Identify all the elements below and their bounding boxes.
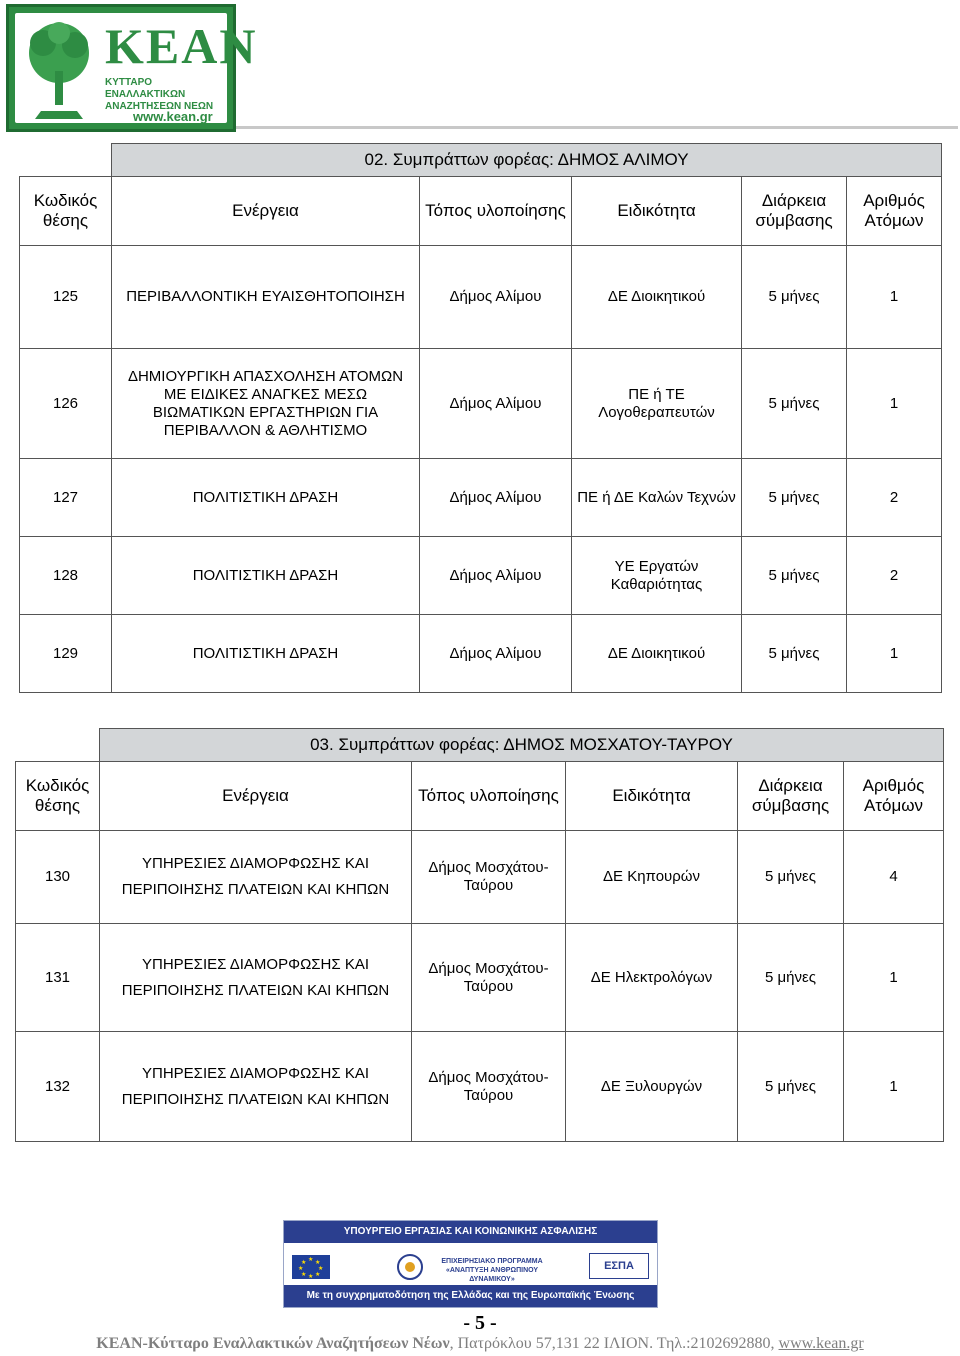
header-specialty: Ειδικότητα xyxy=(566,762,738,831)
cell-duration: 5 μήνες xyxy=(742,349,847,459)
table-row xyxy=(20,537,942,615)
cell-action: ΠΕΡΙΒΑΛΛΟΝΤΙΚΗ ΕΥΑΙΣΘΗΤΟΠΟΙΗΣΗ xyxy=(112,246,420,349)
cell-action: ΥΠΗΡΕΣΙΕΣ ΔΙΑΜΟΡΦΩΣΗΣ ΚΑΙ ΠΕΡΙΠΟΙΗΣΗΣ ΠΛΑΤΕΙΩΝ ΚΑΙ ΚΗΠΩΝ xyxy=(100,924,412,1032)
table-row xyxy=(16,924,944,1032)
funding-banner xyxy=(283,1220,658,1308)
program-label: ΕΠΙΧΕΙΡΗΣΙΑΚΟ ΠΡΟΓΡΑΜΜΑ «ΑΝΑΠΤΥΞΗ ΑΝΘΡΩΠΙΝΟΥ ΔΥΝΑΜΙΚΟΥ» xyxy=(441,1258,543,1283)
cell-duration: 5 μήνες xyxy=(738,831,844,924)
table-dimos-alimou xyxy=(19,143,942,693)
cell-action: ΔΗΜΙΟΥΡΓΙΚΗ ΑΠΑΣΧΟΛΗΣΗ ΑΤΟΜΩΝ ΜΕ ΕΙΔΙΚΕΣ ΑΝΑΓΚΕΣ ΜΕΣΩ ΒΙΩΜΑΤΙΚΩΝ ΕΡΓΑΣΤΗΡΙΩΝ ΓΙΑ ΠΕΡΙΒΑΛΛΟΝ & ΑΘΛΗΤΙΣΜΟ xyxy=(112,349,420,459)
cell-persons: 2 xyxy=(847,459,942,537)
cell-specialty: ΥΕ Εργατών Καθαριότητας xyxy=(572,537,742,615)
header-action: Ενέργεια xyxy=(100,762,412,831)
cell-specialty: ΠΕ ή ΔΕ Καλών Τεχνών xyxy=(572,459,742,537)
cell-duration: 5 μήνες xyxy=(742,459,847,537)
cofunding-label: Με τη συγχρηματοδότηση της Ελλάδας και της Ευρωπαϊκής Ένωσης xyxy=(284,1285,657,1307)
table-row xyxy=(20,459,942,537)
cell-duration: 5 μήνες xyxy=(738,924,844,1032)
cell-duration: 5 μήνες xyxy=(742,615,847,693)
table-row xyxy=(16,831,944,924)
logo-subtitle: ΚΥΤΤΑΡΟ ΕΝΑΛΛΑΚΤΙΚΩΝ ΑΝΑΖΗΤΗΣΕΩΝ ΝΕΩΝ xyxy=(105,77,214,112)
cell-place: Δήμος Μοσχάτου-Ταύρου xyxy=(412,1032,566,1142)
cell-code: 128 xyxy=(20,537,112,615)
cell-persons: 1 xyxy=(844,924,944,1032)
header-persons: Αριθμός Ατόμων xyxy=(847,177,942,246)
corner-cell xyxy=(20,144,112,177)
cell-duration: 5 μήνες xyxy=(742,537,847,615)
cell-code: 126 xyxy=(20,349,112,459)
cell-specialty: ΔΕ Κηπουρών xyxy=(566,831,738,924)
page-number: - 5 - xyxy=(463,1312,497,1334)
ministry-label: ΥΠΟΥΡΓΕΙΟ ΕΡΓΑΣΙΑΣ ΚΑΙ ΚΟΙΝΩΝΙΚΗΣ ΑΣΦΑΛΙΣΗΣ xyxy=(284,1221,657,1243)
cell-code: 129 xyxy=(20,615,112,693)
cell-persons: 4 xyxy=(844,831,944,924)
cell-duration: 5 μήνες xyxy=(742,246,847,349)
cell-specialty: ΔΕ Διοικητικού xyxy=(572,615,742,693)
table-header-row xyxy=(16,762,944,831)
table-header-row xyxy=(20,177,942,246)
header-specialty: Ειδικότητα xyxy=(572,177,742,246)
footer-link[interactable]: www.kean.gr xyxy=(778,1335,864,1352)
header-place: Τόπος υλοποίησης xyxy=(420,177,572,246)
table-dimos-moschatou-tavrou xyxy=(15,728,944,1142)
header-code: Κωδικός θέσης xyxy=(16,762,100,831)
cell-place: Δήμος Αλίμου xyxy=(420,537,572,615)
cell-action: ΥΠΗΡΕΣΙΕΣ ΔΙΑΜΟΡΦΩΣΗΣ ΚΑΙ ΠΕΡΙΠΟΙΗΣΗΣ ΠΛΑΤΕΙΩΝ ΚΑΙ ΚΗΠΩΝ xyxy=(100,1032,412,1142)
table-row xyxy=(20,246,942,349)
table-row xyxy=(16,1032,944,1142)
cell-place: Δήμος Μοσχάτου-Ταύρου xyxy=(412,924,566,1032)
tree-icon xyxy=(21,19,97,123)
cell-persons: 1 xyxy=(847,349,942,459)
funding-logos xyxy=(292,1251,649,1281)
cell-code: 131 xyxy=(16,924,100,1032)
cell-specialty: ΔΕ Διοικητικού xyxy=(572,246,742,349)
cell-place: Δήμος Μοσχάτου-Ταύρου xyxy=(412,831,566,924)
table-title: 02. Συμπράττων φορέας: ΔΗΜΟΣ ΑΛΙΜΟΥ xyxy=(112,144,942,177)
cell-action: ΠΟΛΙΤΙΣΤΙΚΗ ΔΡΑΣΗ xyxy=(112,537,420,615)
cell-code: 125 xyxy=(20,246,112,349)
logo-title: KEAN xyxy=(105,18,258,74)
header-place: Τόπος υλοποίησης xyxy=(412,762,566,831)
header-divider xyxy=(236,126,958,129)
cell-persons: 1 xyxy=(847,246,942,349)
cell-persons: 1 xyxy=(844,1032,944,1142)
cell-action: ΠΟΛΙΤΙΣΤΙΚΗ ΔΡΑΣΗ xyxy=(112,459,420,537)
cell-specialty: ΔΕ Ηλεκτρολόγων xyxy=(566,924,738,1032)
header-action: Ενέργεια xyxy=(112,177,420,246)
cell-code: 130 xyxy=(16,831,100,924)
corner-cell xyxy=(16,729,100,762)
espa-logo: ΕΣΠΑ xyxy=(589,1253,649,1279)
header-duration: Διάρκεια σύμβασης xyxy=(738,762,844,831)
footer-org: ΚΕΑΝ-Κύτταρο Εναλλακτικών Αναζητήσεων Νέων xyxy=(96,1335,450,1352)
eu-flag-icon: ★ ★ ★ ★ ★ ★ ★ ★ xyxy=(292,1255,330,1279)
cell-action: ΥΠΗΡΕΣΙΕΣ ΔΙΑΜΟΡΦΩΣΗΣ ΚΑΙ ΠΕΡΙΠΟΙΗΣΗΣ ΠΛΑΤΕΙΩΝ ΚΑΙ ΚΗΠΩΝ xyxy=(100,831,412,924)
cell-place: Δήμος Αλίμου xyxy=(420,615,572,693)
kean-logo xyxy=(6,4,258,132)
header-code: Κωδικός θέσης xyxy=(20,177,112,246)
cell-place: Δήμος Αλίμου xyxy=(420,349,572,459)
cell-place: Δήμος Αλίμου xyxy=(420,459,572,537)
cell-specialty: ΠΕ ή ΤΕ Λογοθεραπευτών xyxy=(572,349,742,459)
cell-persons: 1 xyxy=(847,615,942,693)
cell-place: Δήμος Αλίμου xyxy=(420,246,572,349)
cell-persons: 2 xyxy=(847,537,942,615)
cell-duration: 5 μήνες xyxy=(738,1032,844,1142)
table-row xyxy=(20,615,942,693)
logo-url: www.kean.gr xyxy=(133,109,213,124)
cell-action: ΠΟΛΙΤΙΣΤΙΚΗ ΔΡΑΣΗ xyxy=(112,615,420,693)
footer-address: , Πατρόκλου 57,131 22 ΙΛΙΟΝ. Τηλ.:2102692880, xyxy=(449,1335,779,1352)
cell-code: 132 xyxy=(16,1032,100,1142)
table-row xyxy=(20,349,942,459)
header-duration: Διάρκεια σύμβασης xyxy=(742,177,847,246)
cell-specialty: ΔΕ Ξυλουργών xyxy=(566,1032,738,1142)
program-emblem-icon xyxy=(396,1253,424,1281)
header-persons: Αριθμός Ατόμων xyxy=(844,762,944,831)
table-title: 03. Συμπράττων φορέας: ΔΗΜΟΣ ΜΟΣΧΑΤΟΥ-ΤΑΥΡΟΥ xyxy=(100,729,944,762)
page-footer xyxy=(0,1335,960,1353)
cell-code: 127 xyxy=(20,459,112,537)
